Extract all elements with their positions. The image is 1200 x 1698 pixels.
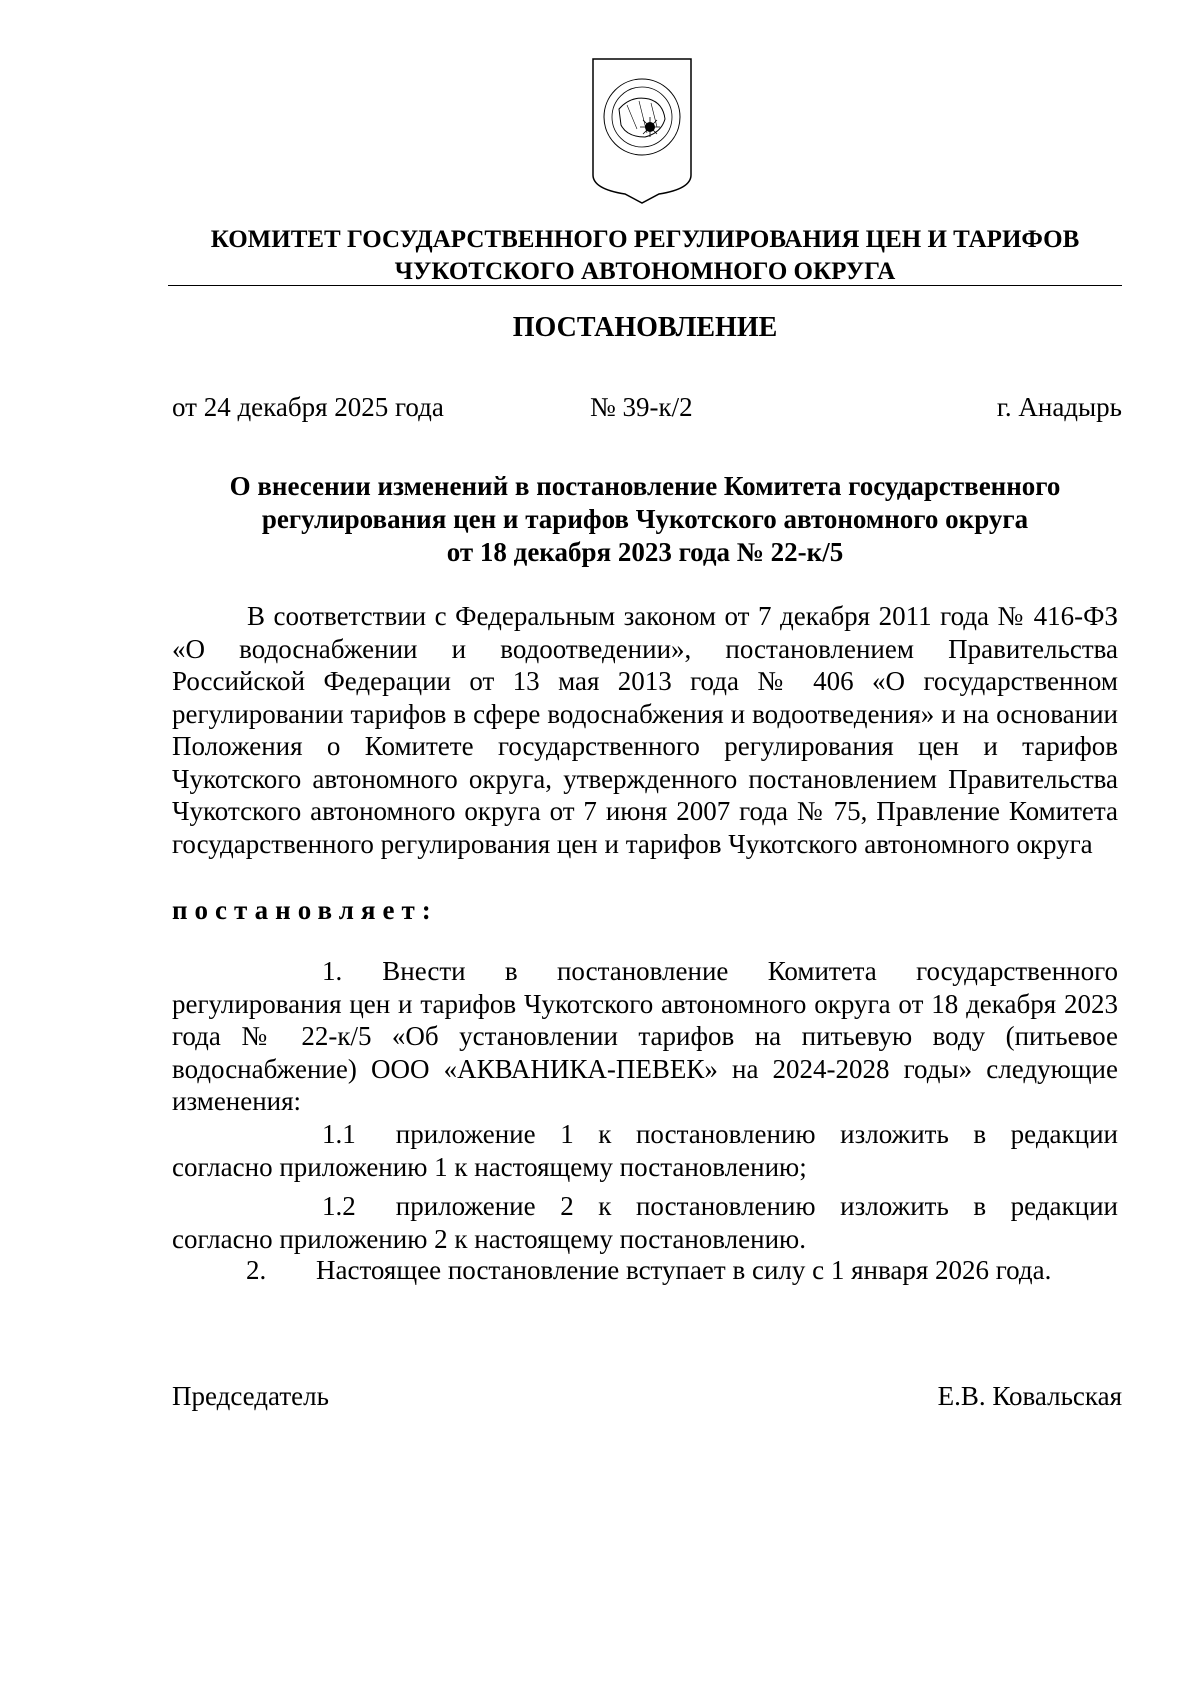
title-line-2: регулирования цен и тарифов Чукотского автономного округа: [261, 504, 1029, 534]
document-city: г. Анадырь: [996, 392, 1122, 422]
committee-line-2: ЧУКОТСКОГО АВТОНОМНОГО ОКРУГА: [394, 258, 896, 285]
committee-line-1: КОМИТЕТ ГОСУДАРСТВЕННОГО РЕГУЛИРОВАНИЯ ЦЕН И ТАРИФОВ: [210, 226, 1080, 253]
document-number: № 39-к/2: [590, 392, 693, 422]
document-type: ПОСТАНОВЛЕНИЕ: [512, 312, 778, 343]
item-1-2-text: приложение 2 к постановлению изложить в редакции согласно приложению 2 к настоящему постановлению.: [172, 1191, 1118, 1254]
item-1-1: [172, 1118, 1118, 1183]
resolves-word: постановляет:: [172, 895, 438, 925]
title-line-3: от 18 декабря 2023 года № 22-к/5: [446, 537, 844, 567]
preamble-paragraph: В соответствии с Федеральным законом от 7 декабря 2011 года № 416-ФЗ «О водоснабжении и водоотведении», постановлением Правительства Российской Федерации от 13 мая 2013 года № 406 «О государственном регулировании тарифов в сфере водоснабжения и водоотведения» и на основании Положения о Комитете государственного регулирования цен и тарифов Чукотского автономного округа, утвержденного постановлением Правительства Чукотского автономного округа от 7 июня 2007 года № 75, Правление Комитета государственного регулирования цен и тарифов Чукотского автономного округа: [172, 601, 1118, 859]
item-2-text: Настоящее постановление вступает в силу с 1 января 2026 года.: [316, 1255, 1052, 1285]
item-2: [246, 1254, 1051, 1287]
header-divider: [168, 285, 1122, 286]
item-2-number: 2.: [246, 1255, 267, 1285]
item-1-1-text: приложение 1 к постановлению изложить в редакции согласно приложению 1 к настоящему постановлению;: [172, 1119, 1118, 1182]
signatory-role: Председатель: [172, 1381, 329, 1411]
document-title: [168, 470, 1122, 569]
item-1-number: 1.: [322, 956, 343, 986]
item-1-2-number: 1.2: [322, 1191, 356, 1221]
item-1-1-number: 1.1: [322, 1119, 356, 1149]
coat-of-arms-icon: [591, 57, 693, 204]
signatory-name: Е.В. Ковальская: [937, 1381, 1122, 1411]
item-1: [172, 955, 1118, 1118]
item-1-2: [172, 1190, 1118, 1255]
item-1-text: Внести в постановление Комитета государственного регулирования цен и тарифов Чукотского автономного округа от 18 декабря 2023 года № 22-к/5 «Об установлении тарифов на питьевую воду (питьевое водоснабжение) ООО «АКВАНИКА-ПЕВЕК» на 2024-2028 годы» следующие изменения:: [172, 956, 1118, 1116]
title-line-1: О внесении изменений в постановление Комитета государственного: [229, 471, 1061, 501]
committee-name: [168, 224, 1122, 288]
document-date: от 24 декабря 2025 года: [172, 392, 444, 422]
